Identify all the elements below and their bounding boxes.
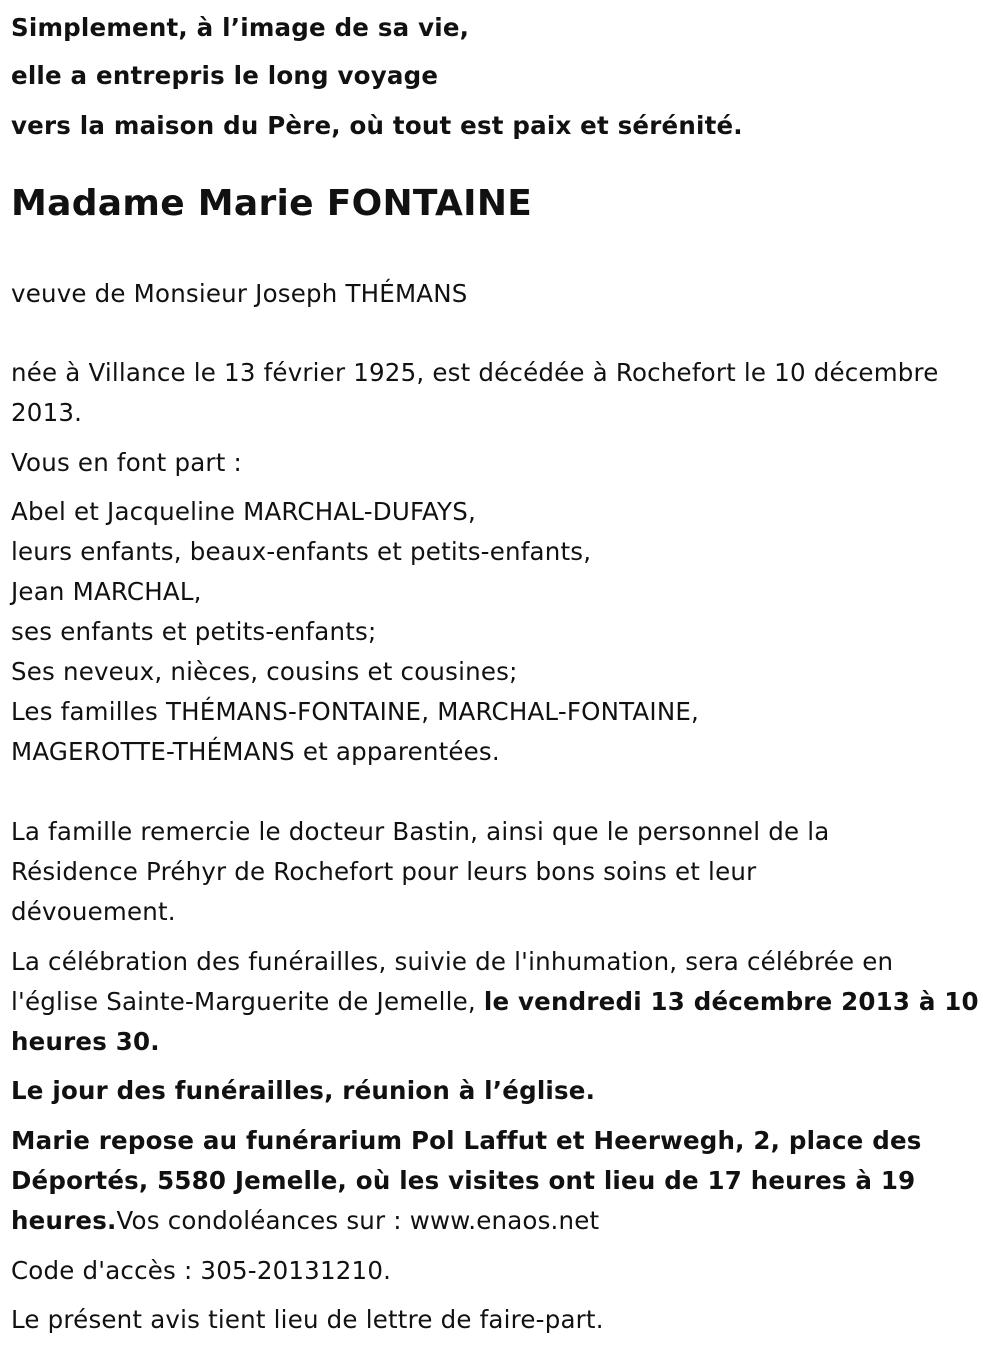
rest-line-1: Marie repose au funérarium Pol Laffut et Heerwegh, 2, place des — [11, 1126, 922, 1155]
epigraph-line-3: vers la maison du Père, où tout est paix et sérénité. — [11, 111, 743, 140]
funeral-line-1: La célébration des funérailles, suivie de l'inhumation, sera célébrée en — [11, 947, 894, 976]
spouse-line: veuve de Monsieur Joseph THÉMANS — [11, 279, 468, 308]
birth-death-line-2: 2013. — [11, 398, 83, 427]
rest-line-2: Déportés, 5580 Jemelle, où les visites ont lieu de 17 heures à 19 — [11, 1166, 916, 1195]
rest-line-3 — [11, 1206, 599, 1236]
family-line-2: leurs enfants, beaux-enfants et petits-enfants, — [11, 537, 592, 566]
announce-line: Vous en font part : — [11, 448, 242, 477]
funeral-line-2 — [11, 987, 979, 1017]
thanks-line-3: dévouement. — [11, 897, 176, 926]
family-line-6: Les familles THÉMANS-FONTAINE, MARCHAL-FONTAINE, — [11, 697, 700, 726]
access-code-line: Code d'accès : 305-20131210. — [11, 1256, 392, 1285]
rest-visits-end: heures. — [11, 1206, 117, 1235]
epigraph-line-2: elle a entrepris le long voyage — [11, 61, 439, 90]
family-line-4: ses enfants et petits-enfants; — [11, 617, 377, 646]
family-line-1: Abel et Jacqueline MARCHAL-DUFAYS, — [11, 497, 476, 526]
funeral-location: l'église Sainte-Marguerite de Jemelle, — [11, 987, 484, 1016]
thanks-line-2: Résidence Préhyr de Rochefort pour leurs bons soins et leur — [11, 857, 757, 886]
meeting-line: Le jour des funérailles, réunion à l’église. — [11, 1076, 596, 1105]
family-line-7: MAGEROTTE-THÉMANS et apparentées. — [11, 737, 500, 766]
deceased-name: Madame Marie FONTAINE — [11, 183, 533, 224]
epigraph-line-1: Simplement, à l’image de sa vie, — [11, 13, 470, 42]
funeral-date: le vendredi 13 décembre 2013 à 10 — [483, 987, 979, 1016]
closing-line: Le présent avis tient lieu de lettre de faire-part. — [11, 1305, 604, 1334]
condolences-text: Vos condoléances sur : www.enaos.net — [116, 1206, 600, 1235]
thanks-line-1: La famille remercie le docteur Bastin, ainsi que le personnel de la — [11, 817, 830, 846]
family-line-5: Ses neveux, nièces, cousins et cousines; — [11, 657, 518, 686]
birth-death-line-1: née à Villance le 13 février 1925, est décédée à Rochefort le 10 décembre — [11, 358, 939, 387]
funeral-line-3: heures 30. — [11, 1027, 160, 1056]
family-line-3: Jean MARCHAL, — [11, 577, 202, 606]
